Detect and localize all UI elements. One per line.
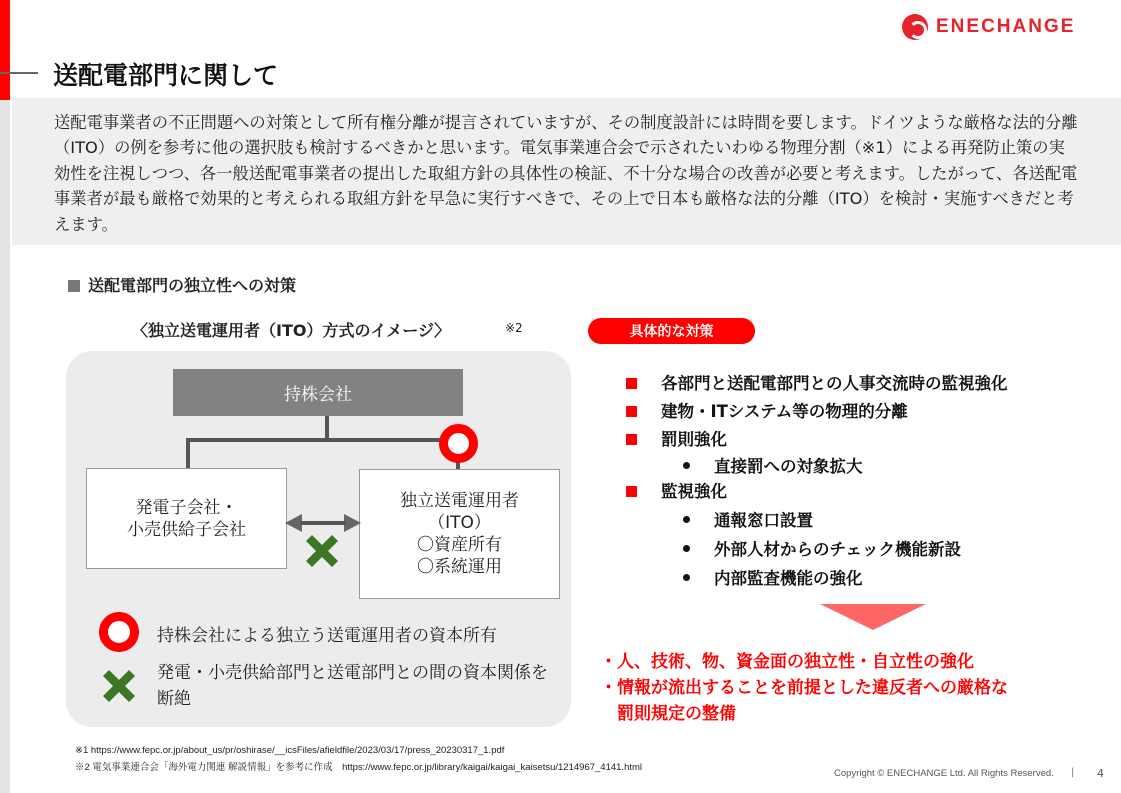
red-square-icon: [626, 406, 637, 417]
green-cross-icon: [99, 666, 139, 706]
box-line: （ITO）: [428, 513, 491, 533]
box-line: 発電子会社・: [135, 497, 238, 518]
red-circle-icon: [99, 612, 139, 652]
measures-badge: 具体的な対策: [588, 318, 755, 344]
accent-bar: [0, 0, 10, 100]
section-heading: [68, 273, 296, 296]
page-title: 送配電部門に関して: [53, 61, 279, 90]
title-rule: [0, 72, 38, 74]
diagram-title: 〈独立送電運用者（ITO）方式のイメージ〉: [132, 321, 451, 340]
measure-item: [626, 426, 727, 450]
generation-retail-box: [86, 468, 287, 569]
bullet-icon: [683, 574, 690, 581]
measure-text: 罰則強化: [661, 430, 727, 449]
green-cross-icon: [302, 531, 342, 571]
copyright: Copyright © ENECHANGE Ltd. All Rights Reserved.: [834, 768, 1054, 779]
bullet-icon: [683, 545, 690, 552]
measure-text: 建物・ITシステム等の物理的分離: [661, 402, 908, 421]
connector-line: [325, 416, 329, 440]
result-line: 罰則規定の整備: [600, 704, 736, 724]
holding-company-box: 持株会社: [173, 369, 463, 416]
result-line: ・情報が流出することを前提とした違反者への厳格な: [600, 678, 1008, 698]
down-arrow-icon: [820, 604, 926, 630]
bullet-icon: [683, 462, 690, 469]
measure-subitem: [683, 565, 863, 589]
result-line: ・人、技術、物、資金面の独立性・自立性の強化: [600, 652, 974, 672]
footnote-2: ※2 電気事業連合会「海外電力関連 解説情報」を参考に作成 https://www.fepc.or.jp/library/kaigai/kaigai_kaisetsu/1214967_4141.html: [75, 762, 643, 773]
footnote-1: ※1 https://www.fepc.or.jp/about_us/pr/oshirase/__icsFiles/afieldfile/2023/03/17/press_20230317_1.pdf: [75, 745, 505, 756]
logo: [902, 14, 1075, 40]
legend-ownership: 持株会社による独立う送電運用者の資本所有: [157, 626, 497, 646]
red-square-icon: [626, 378, 637, 389]
measure-text: 監視強化: [661, 482, 727, 501]
measure-subitem: [683, 536, 961, 560]
side-bar: [0, 100, 10, 793]
measure-subitem: [683, 453, 863, 477]
box-line: 独立送電運用者: [400, 491, 519, 511]
box-line: 〇系統運用: [417, 557, 502, 577]
logo-mark-icon: [902, 14, 928, 40]
measure-item: [626, 370, 1008, 394]
measure-item: [626, 478, 727, 502]
logo-text: ENECHANGE: [936, 16, 1076, 37]
box-line: 小売供給子会社: [127, 519, 246, 540]
measure-text: 各部門と送配電部門との人事交流時の監視強化: [661, 374, 1008, 393]
section-heading-text: 送配電部門の独立性への対策: [88, 276, 297, 295]
legend-separation: 発電・小売供給部門と送電部門との間の資本関係を断絶: [157, 663, 548, 709]
measure-subitem: [683, 507, 813, 531]
bullet-icon: [683, 516, 690, 523]
intro-text: 送配電事業者の不正問題への対策として所有権分離が提言されていますが、その制度設計には時間を要します。ドイツような厳格な法的分離（ITO）の例を参考に他の選択肢も検討するべきかと思います。電気事業連合会で示されたいわゆる物理分割（※1）による再発防止策の実効性を注視しつつ、各一般送配電事業者の提出した取組方針の具体性の検証、不十分な場合の改善が必要と考えます。したがって、各送配電事業者が最も厳格で効果的と考えられる取組方針を早急に実行すべきで、その上で日本も厳格な法的分離（ITO）を検討・実施すべきだと考えます。: [12, 98, 1121, 245]
connector-line: [186, 438, 190, 468]
measure-text: 通報窓口設置: [714, 511, 813, 530]
measure-text: 直接罰への対象拡大: [714, 457, 863, 476]
measure-text: 外部人材からのチェック機能新設: [714, 540, 962, 559]
measure-item: [626, 398, 908, 422]
diagram-note: ※2: [505, 321, 523, 335]
red-square-icon: [626, 434, 637, 445]
footer-separator: |: [1071, 767, 1075, 778]
connector-line: [186, 438, 460, 442]
page-number: 4: [1097, 767, 1104, 780]
ito-box: [359, 469, 560, 599]
red-square-icon: [626, 486, 637, 497]
square-bullet-icon: [68, 280, 80, 292]
measure-text: 内部監査機能の強化: [714, 569, 863, 588]
red-circle-icon: [439, 424, 478, 463]
box-line: 〇資産所有: [417, 535, 502, 555]
